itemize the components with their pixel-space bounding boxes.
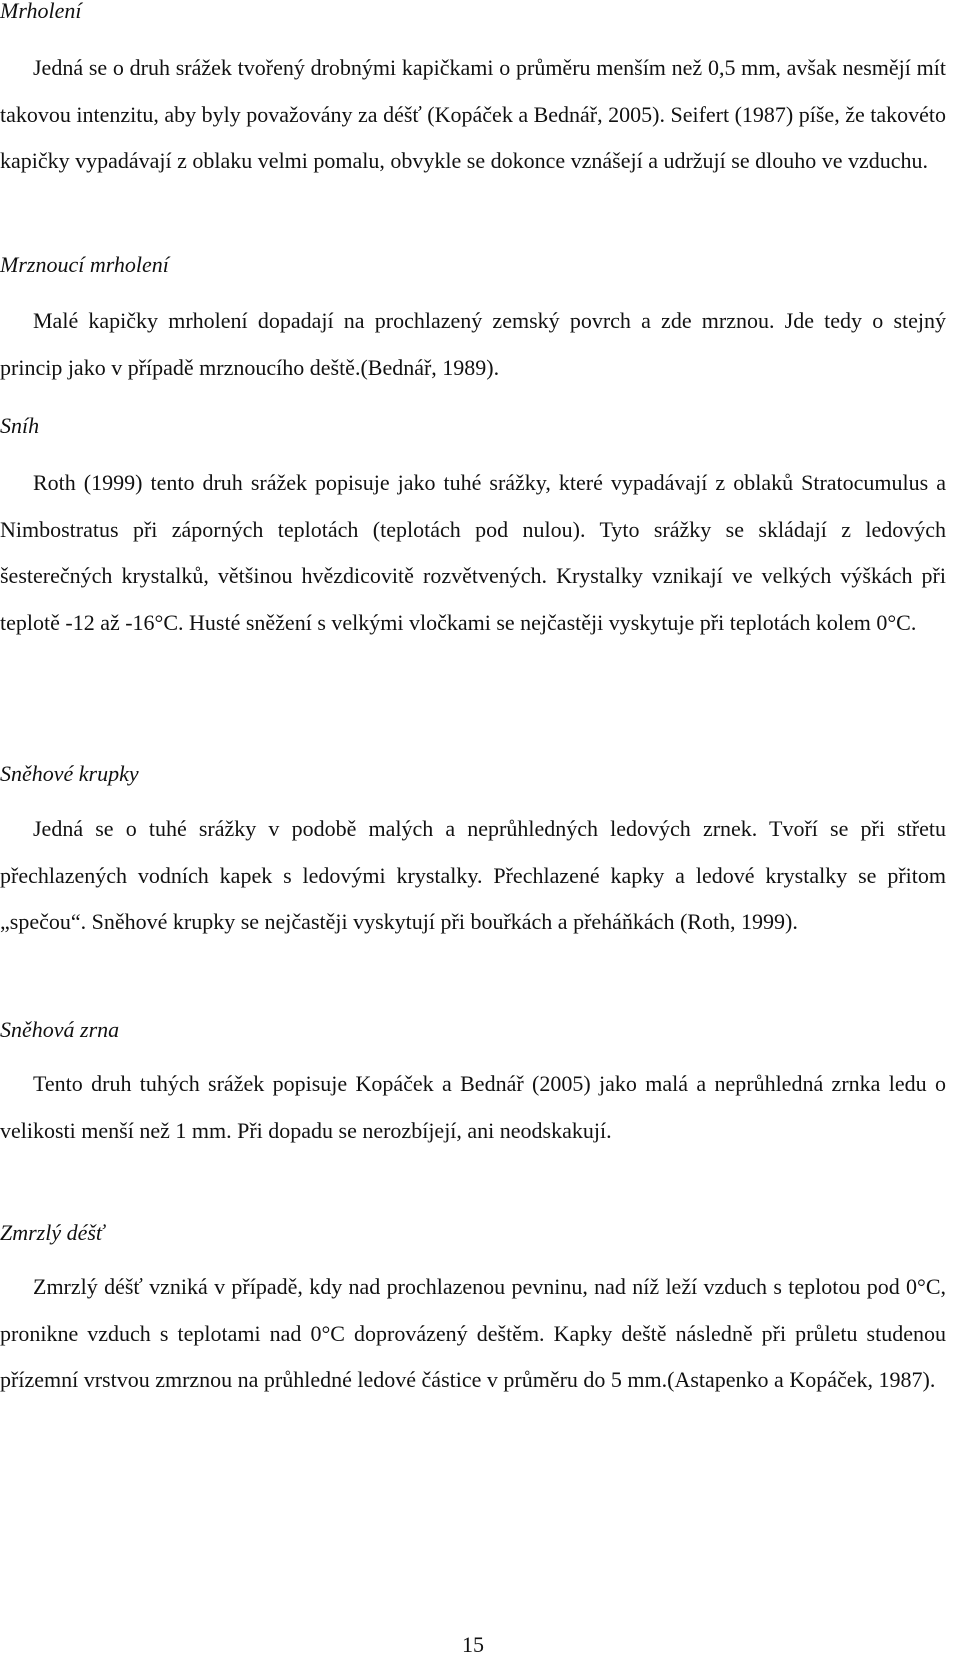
- section-paragraph-mrznouci-mrholeni: Malé kapičky mrholení dopadají na prochlazený zemský povrch a zde mrznou. Jde tedy o stejný princip jako v případě mrznoucího deště.(Bednář, 1989).: [0, 308, 946, 380]
- section-paragraph-snehove-krupky: Jedná se o tuhé srážky v podobě malých a neprůhledných ledových zrnek. Tvoří se při střetu přechlazených vodních kapek s ledovými krystalky. Přechlazené kapky a ledové krystalky se přitom „spečou“. Sněhové krupky se nejčastěji vyskytují při bouřkách a přeháňkách (Roth, 1999).: [0, 816, 946, 934]
- section-paragraph-snehova-zrna: Tento druh tuhých srážek popisuje Kopáček a Bednář (2005) jako malá a neprůhledná zrnka ledu o velikosti menší než 1 mm. Při dopadu se nerozbíjejí, ani neodskakují.: [0, 1071, 946, 1143]
- section-paragraph-zmrzly-dest: Zmrzlý déšť vzniká v případě, kdy nad prochlazenou pevninu, nad níž leží vzduch s teplotou pod 0°C, pronikne vzduch s teplotami nad 0°C doprovázený deštěm. Kapky deště následně při průletu studenou přízemní vrstvou zmrznou na průhledné ledové částice v průměru do 5 mm.(Astapenko a Kopáček, 1987).: [0, 1274, 946, 1392]
- section-heading-snehova-zrna: Sněhová zrna: [0, 1017, 120, 1042]
- section-heading-snih: Sníh: [0, 413, 40, 438]
- page-number: 15: [462, 1632, 484, 1657]
- section-paragraph-mrholeni: Jedná se o druh srážek tvořený drobnými kapičkami o průměru menším než 0,5 mm, avšak nesmějí mít takovou intenzitu, aby byly považovány za déšť (Kopáček a Bednář, 2005). Seifert (1987) píše, že takovéto kapičky vypadávají z oblaku velmi pomalu, obvykle se dokonce vznášejí a udržují se dlouho ve vzduchu.: [0, 55, 946, 173]
- section-paragraph-snih: Roth (1999) tento druh srážek popisuje jako tuhé srážky, které vypadávají z oblaků Stratocumulus a Nimbostratus při záporných teplotách (teplotách pod nulou). Tyto srážky se skládají z ledových šesterečných krystalků, většinou hvězdicovitě rozvětvených. Krystalky vznikají ve velkých výškách při teplotě -12 až -16°C. Husté sněžení s velkými vločkami se nejčastěji vyskytuje při teplotách kolem 0°C.: [0, 470, 946, 635]
- section-heading-snehove-krupky: Sněhové krupky: [0, 761, 139, 786]
- section-heading-mrznouci-mrholeni: Mrznoucí mrholení: [0, 252, 169, 277]
- section-heading-mrholeni: Mrholení: [0, 0, 82, 23]
- section-heading-zmrzly-dest: Zmrzlý déšť: [0, 1220, 104, 1245]
